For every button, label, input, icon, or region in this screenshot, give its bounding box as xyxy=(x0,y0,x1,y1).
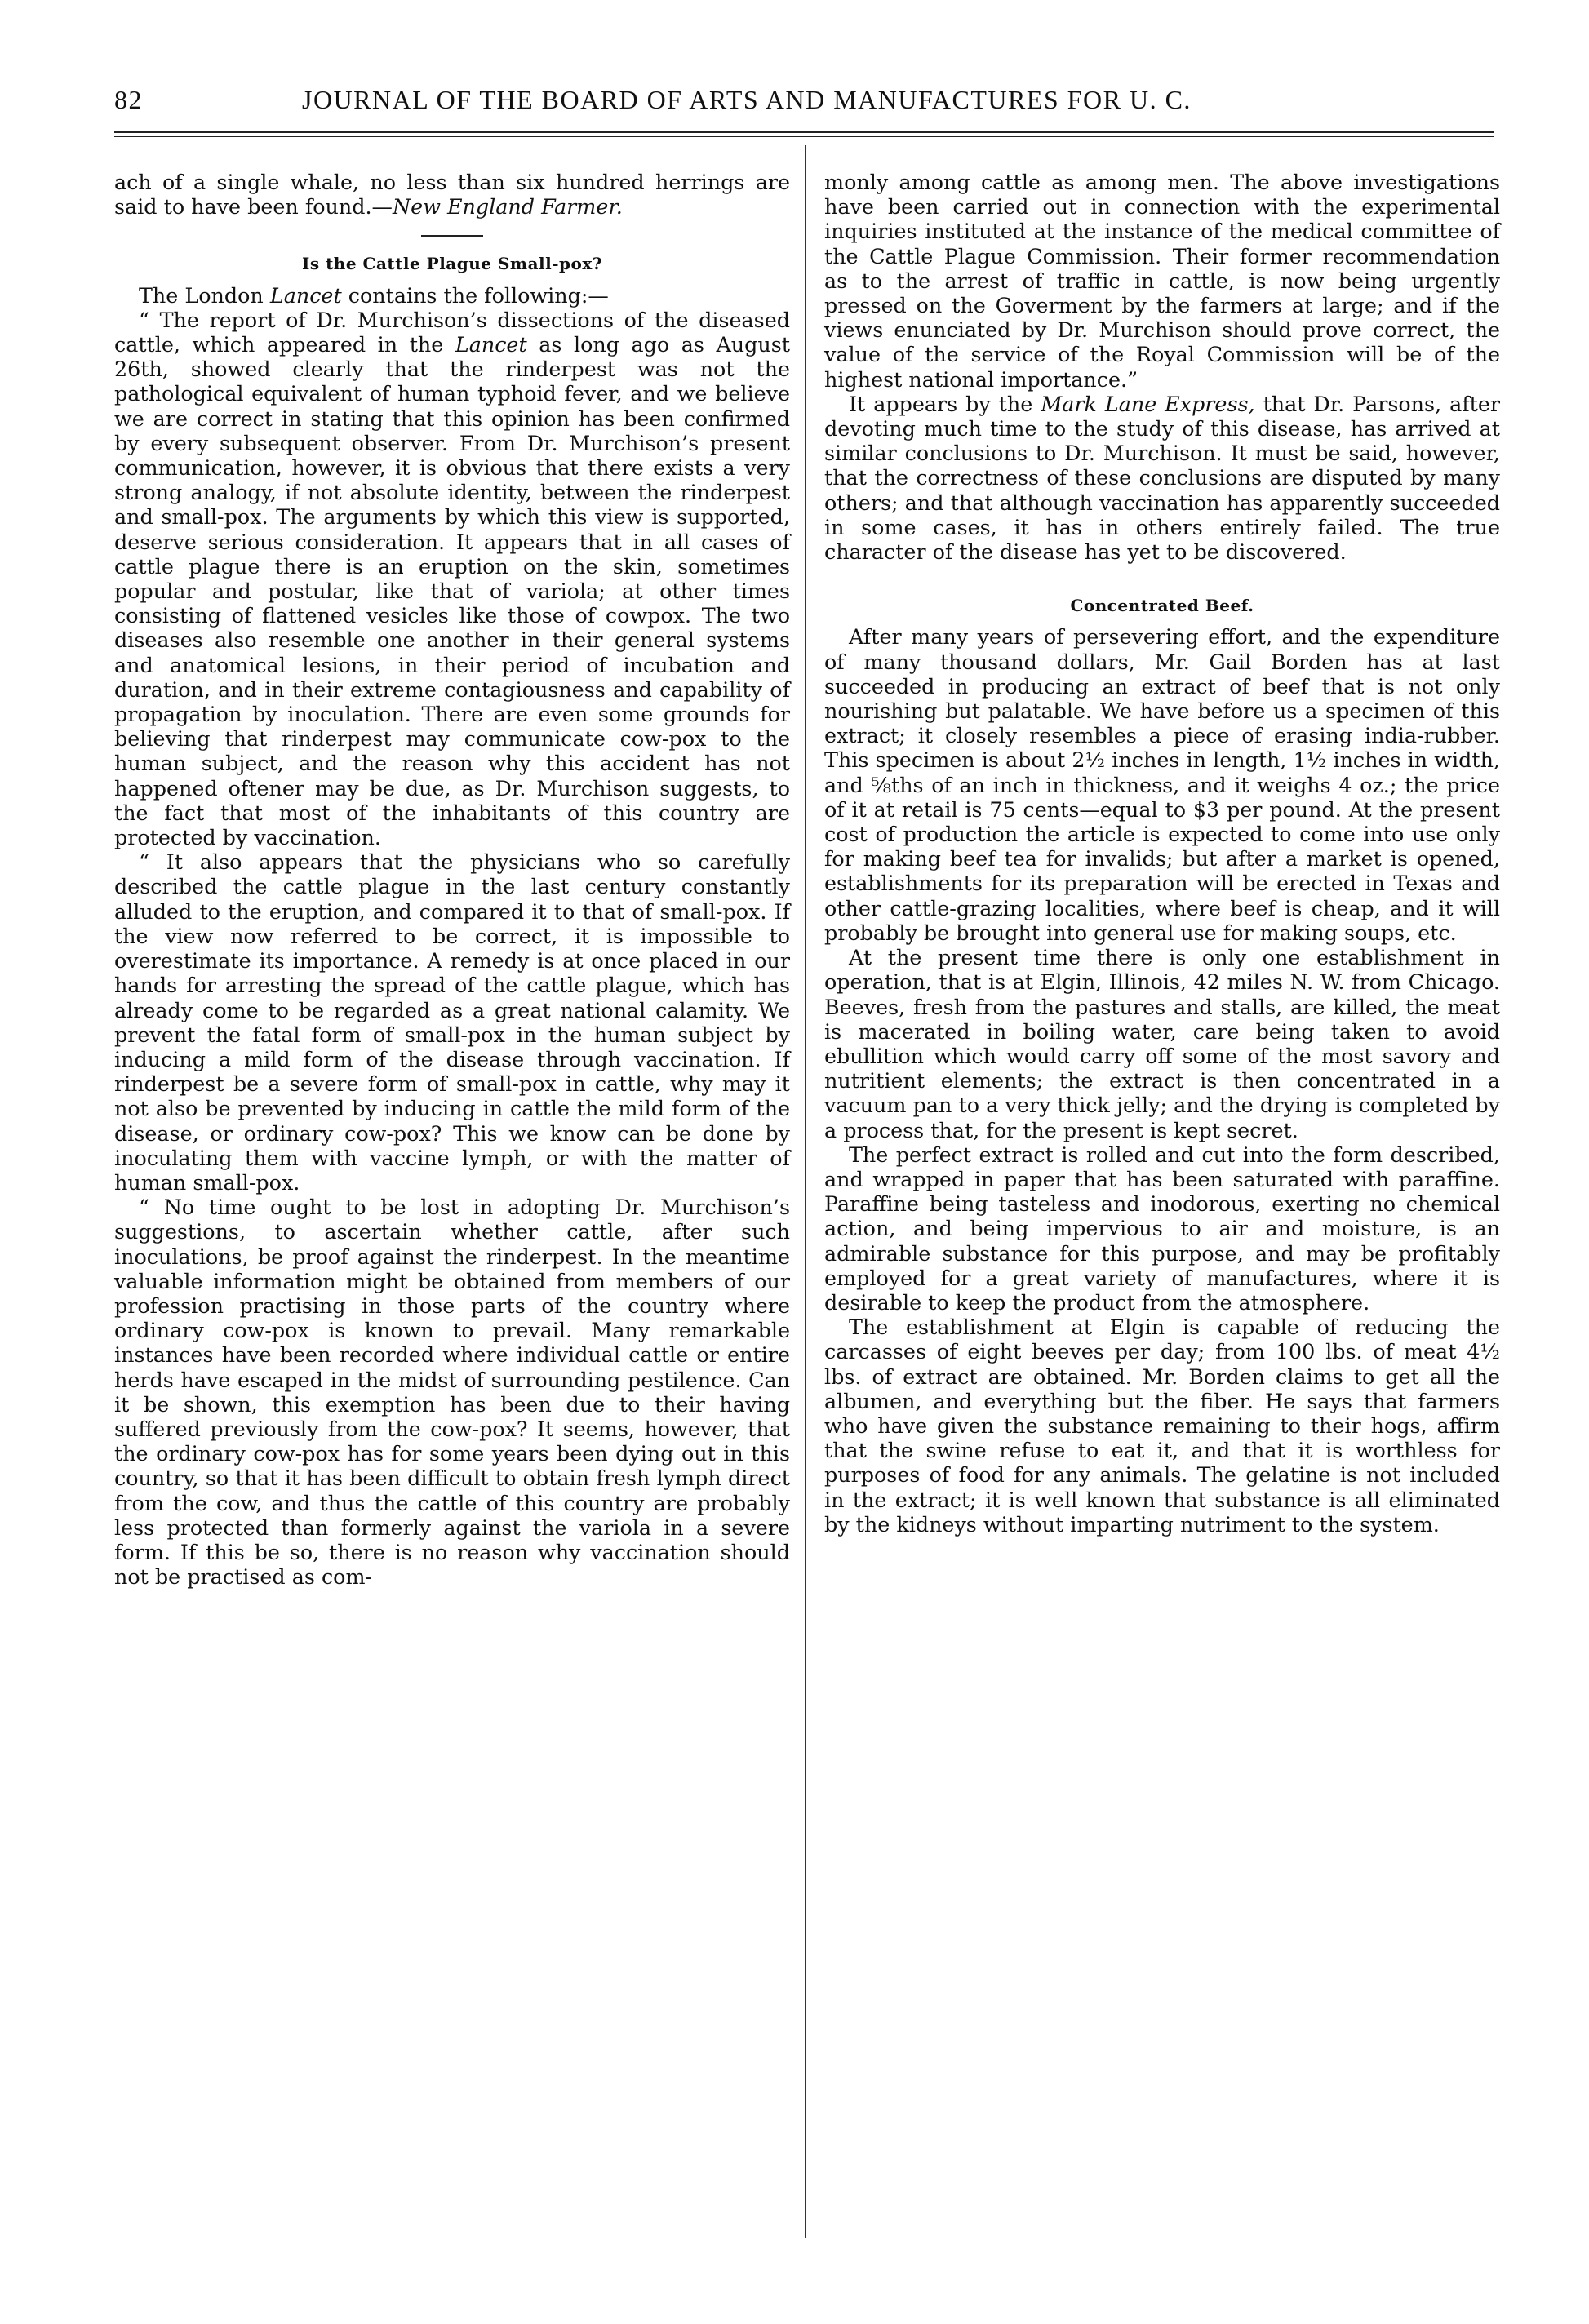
journal-name: Lancet xyxy=(269,282,342,308)
section-separator xyxy=(421,235,483,237)
paragraph: It appears by the Mark Lane Express, that Dr. Parsons, after devoting much time to the study of this disease, has arrived at similar conclusions to Dr. Murchison. It must be said, however, that the correctness of these conclusions are disputed by many others; and that although vaccination has apparently succeeded in some cases, it has in others entirely failed. The true character of the disease has yet to be discovered. xyxy=(824,391,1500,565)
paragraph: monly among cattle as among men. The above investigations have been carried out in connection with the experimental inquiries instituted at the instance of the medical committee of the Cattle Plague Commission. Their former recommendation as to the arrest of traffic in cattle, is now being urgently pressed on the Goverment by the farmers at large; and if the views enunciated by Dr. Murchison should prove correct, the value of the service of the Royal Commission will be of the highest national importance.” xyxy=(824,170,1500,392)
journal-title: JOURNAL OF THE BOARD OF ARTS AND MANUFACTURES FOR U. C. xyxy=(302,85,1192,114)
paragraph: The perfect extract is rolled and cut into the form described, and wrapped in paper that has been saturated with paraffine. Paraffine being tasteless and inodorous, exerting no chemical action, and being impervious to air and moisture, is an admirable substance for this purpose, and may be profitably employed for a great variety of manufactures, where it is desirable to keep the product from the atmosphere. xyxy=(824,1142,1500,1315)
source-citation: New England Farmer. xyxy=(392,194,623,220)
header-rule-thin xyxy=(114,136,1494,137)
journal-name: Lancet xyxy=(455,332,527,357)
paragraph: After many years of persevering effort, and the expenditure of many thousand dollars, Mr. Gail Borden has at last succeeded in producing an extract of beef that is not only nourishing but palatable. We have before us a specimen of this extract; it closely resembles a piece of erasing india-rubber. This specimen is about 2½ inches in length, 1½ inches in width, and ⅝ths of an inch in thickness, and it weighs 4 oz.; the price of it at retail is 75 cents—equal to $3 per pound. At the present cost of production the article is expected to come into use only for making beef tea for invalids; but after a market is opened, establishments for its preparation will be erected in Texas and other cattle-grazing localities, where beef is cheap, and it will probably be brought into general use for making soups, etc. xyxy=(824,624,1500,945)
journal-name: Mark Lane Express, xyxy=(1041,391,1255,416)
article-intro: The London Lancet contains the following:— xyxy=(139,282,609,308)
paragraph: The establishment at Elgin is capable of reducing the carcasses of eight beeves per day; from 100 lbs. of meat 4½ lbs. of extract are obtained. Mr. Borden claims to get all the albumen, and everything but the fiber. He says that farmers who have given the substance remaining to their hogs, affirm that the swine refuse to eat it, and that it is worthless for purposes of food for any animals. The gelatine is not included in the extract; it is well known that substance is all eliminated by the kidneys without imparting nutriment to the system. xyxy=(824,1315,1500,1537)
running-header xyxy=(114,85,1494,122)
header-rule-thick xyxy=(114,131,1494,133)
article-heading-concentrated-beef: Concentrated Beef. xyxy=(1070,596,1254,616)
continued-paragraph xyxy=(114,170,790,219)
article-heading-cattle-plague: Is the Cattle Plague Small-pox? xyxy=(301,254,603,274)
paragraph: “ No time ought to be lost in adopting Dr. Murchison’s suggestions, to ascertain whether cattle, after such inoculations, be proof against the rinderpest. In the meantime valuable information might be obtained from members of our profession practising in those parts of the country where ordinary cow-pox is known to prevail. Many remarkable instances have been recorded where individual cattle or entire herds have escaped in the midst of surrounding pestilence. Can it be shown, this exemption has been due to their having suffered previously from the cow-pox? It seems, however, that the ordinary cow-pox has for some years been dying out in this country, so that it has been difficult to obtain fresh lymph direct from the cow, and thus the cattle of this country are probably less protected than formerly against the variola in a severe form. If this be so, there is no reason why vaccination should not be practised as com- xyxy=(114,1195,790,1590)
column-divider xyxy=(805,145,806,2238)
paragraph: “ It also appears that the physicians who so carefully described the cattle plague in the last century constantly alluded to the eruption, and compared it to that of small-pox. If the view now referred to be correct, it is impossible to overestimate its importance. A remedy is at once placed in our hands for arresting the spread of the cattle plague, which has already come to be regarded as a great national calamity. We prevent the fatal form of small-pox in the human subject by inducing a mild form of the disease through vaccination. If rinderpest be a severe form of small-pox in cattle, why may it not also be prevented by inducing in cattle the mild form of the disease, or ordinary cow-pox? This we know can be done by inoculating them with vaccine lymph, or with the matter of human small-pox. xyxy=(114,849,790,1195)
left-column xyxy=(114,170,790,1589)
continued-text: ach of a single whale, no less than six hundred herrings are said to have been found.— xyxy=(114,170,790,220)
page-number: 82 xyxy=(114,85,143,114)
paragraph: “ The report of Dr. Murchison’s dissections of the diseased cattle, which appeared in the Lancet as long ago as August 26th, showed clearly that the rinderpest was not the pathological equivalent of human typhoid fever, and we believe we are correct in stating that this opinion has been confirmed by every subsequent observer. From Dr. Murchison’s present communication, however, it is obvious that there exists a very strong analogy, if not absolute identity, between the rinderpest and small-pox. The arguments by which this view is supported, deserve serious consideration. It appears that in all cases of cattle plague there is an eruption on the skin, sometimes popular and postular, like that of variola; at other times consisting of flattened vesicles like those of cowpox. The two diseases also resemble one another in their general systems and anatomical lesions, in their period of incubation and duration, and in their extreme contagiousness and capability of propagation by inoculation. There are even some grounds for believing that rinderpest may communicate cow-pox to the human subject, and the reason why this accident has not happened oftener may be due, as Dr. Murchison suggests, to the fact that most of the inhabitants of this country are protected by vaccination. xyxy=(114,307,791,850)
right-column xyxy=(824,170,1500,1537)
paragraph: At the present time there is only one establishment in operation, that is at Elgin, Illinois, 42 miles N. W. from Chicago. Beeves, fresh from the pastures and stalls, are killed, the meat is macerated in boiling water, care being taken to avoid ebullition which would carry off some of the most savory and nutritient elements; the extract is then concentrated in a vacuum pan to a very thick jelly; and the drying is completed by a process that, for the present is kept secret. xyxy=(824,945,1500,1142)
